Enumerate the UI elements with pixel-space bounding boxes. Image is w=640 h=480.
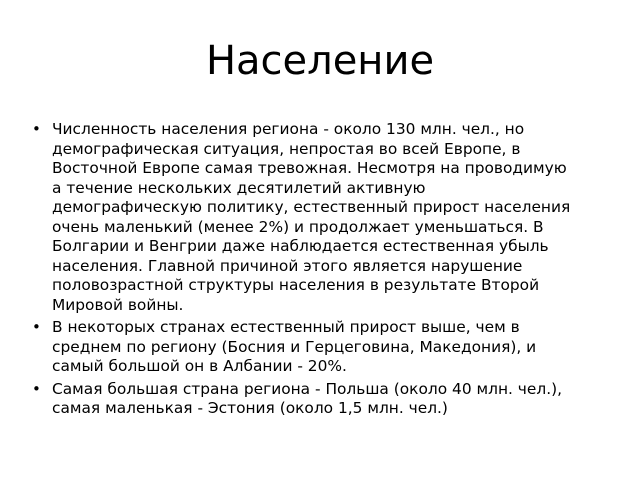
bullet-text: Численность населения региона - около 130 млн. чел., но демографическая ситуация, непростая во всей Европе, в Восточной Европе самая тревожная. Несмотря на проводимую а течение нескольких десятилетий активную демографическую политику, естественный прирост населения очень маленький (менее 2%) и продолжает уменьшаться. В Болгарии и Венгрии даже наблюдается естественная убыль населения. Главной причиной этого является нарушение половозрастной структуры населения в результате Второй Мировой войны. xyxy=(52,120,571,314)
bullet-icon: • xyxy=(32,120,41,138)
bullet-list xyxy=(32,120,572,422)
bullet-icon: • xyxy=(32,318,41,336)
bullet-text: Самая большая страна региона - Польша (около 40 млн. чел.), самая маленькая - Эстония (около 1,5 млн. чел.) xyxy=(52,379,562,417)
bullet-item xyxy=(32,318,572,377)
bullet-item xyxy=(32,380,572,419)
slide-title: Население xyxy=(205,38,435,84)
bullet-icon: • xyxy=(32,379,41,398)
bullet-item xyxy=(32,120,572,315)
bullet-text: В некоторых странах естественный прирост выше, чем в среднем по региону (Босния и Герцеговина, Македония), и самый большой он в Албании - 20%. xyxy=(52,318,537,375)
